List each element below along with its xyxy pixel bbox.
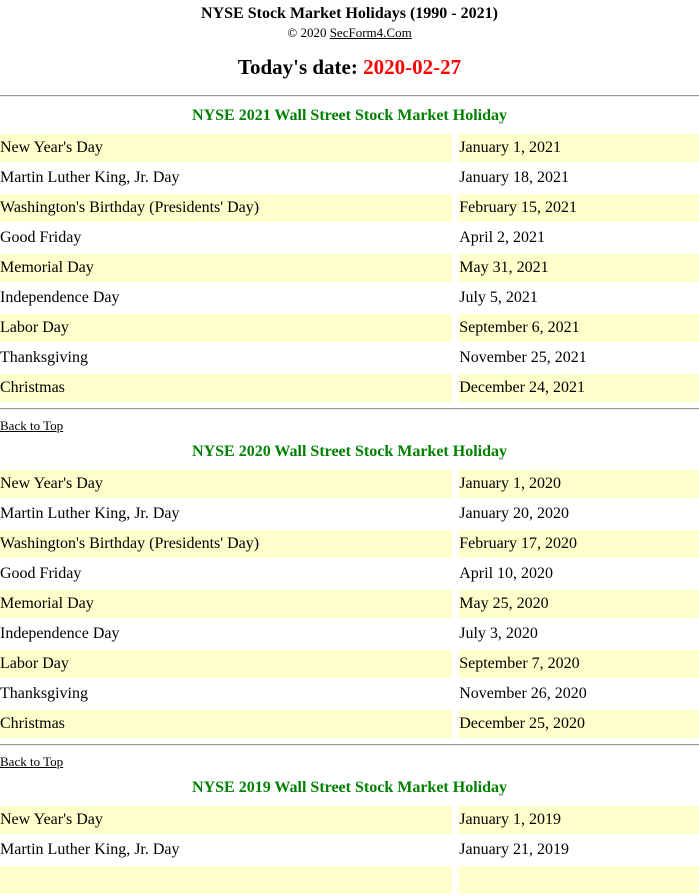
holiday-name-cell: Memorial Day xyxy=(0,590,459,618)
table-row xyxy=(0,344,699,372)
table-row xyxy=(0,620,699,648)
holiday-name-cell: Independence Day xyxy=(0,284,459,312)
holiday-date-cell: November 26, 2020 xyxy=(459,685,587,702)
page-title: NYSE Stock Market Holidays (1990 - 2021) xyxy=(201,5,498,22)
back-to-top-row xyxy=(0,418,699,433)
holiday-section-2021 xyxy=(0,107,699,404)
today-date-value: 2020-02-27 xyxy=(363,55,462,79)
table-row xyxy=(0,836,699,864)
table-row xyxy=(0,254,699,282)
holiday-date-cell: May 31, 2021 xyxy=(459,254,699,282)
holiday-date-cell: April 2, 2021 xyxy=(459,229,546,246)
table-row xyxy=(0,866,699,894)
holiday-date-cell: September 6, 2021 xyxy=(459,314,699,342)
table-row xyxy=(0,194,699,222)
table-heading-2020: NYSE 2020 Wall Street Stock Market Holiday xyxy=(192,443,507,460)
holiday-name-cell: Martin Luther King, Jr. Day xyxy=(0,164,459,192)
holiday-table-2019 xyxy=(0,804,699,896)
holiday-name-cell: New Year's Day xyxy=(0,470,459,498)
holiday-name-cell: Thanksgiving xyxy=(0,680,459,708)
copyright-line xyxy=(0,25,699,40)
holiday-date-cell: January 1, 2020 xyxy=(459,470,699,498)
holiday-table-2021 xyxy=(0,132,699,404)
table-row xyxy=(0,164,699,192)
table-row xyxy=(0,374,699,402)
holiday-table-2020 xyxy=(0,468,699,740)
table-heading-2021: NYSE 2021 Wall Street Stock Market Holiday xyxy=(192,107,507,124)
holiday-date-cell: January 21, 2019 xyxy=(459,841,569,858)
back-to-top-link[interactable]: Back to Top xyxy=(0,754,64,769)
holiday-name-cell: Good Friday xyxy=(0,560,459,588)
holiday-name-cell: Independence Day xyxy=(0,620,459,648)
table-row xyxy=(0,284,699,312)
today-label: Today's date: xyxy=(237,55,364,79)
table-row xyxy=(0,470,699,498)
back-to-top-row xyxy=(0,754,699,769)
holiday-date-cell: January 1, 2019 xyxy=(459,806,699,834)
copyright-prefix: © 2020 xyxy=(287,25,330,40)
table-heading-2019: NYSE 2019 Wall Street Stock Market Holiday xyxy=(192,779,507,796)
holiday-name-cell: Thanksgiving xyxy=(0,344,459,372)
holiday-date-cell: November 25, 2021 xyxy=(459,349,587,366)
holiday-name-cell: New Year's Day xyxy=(0,806,459,834)
divider xyxy=(0,744,699,746)
table-row xyxy=(0,590,699,618)
holiday-date-cell: July 3, 2020 xyxy=(459,625,538,642)
holiday-date-cell: January 1, 2021 xyxy=(459,134,699,162)
holiday-section-2019 xyxy=(0,779,699,896)
secform4-link[interactable]: SecForm4.Com xyxy=(329,25,412,40)
holiday-date-cell: July 5, 2021 xyxy=(459,289,538,306)
holiday-date-cell: February 15, 2021 xyxy=(459,194,699,222)
holiday-date-cell: December 24, 2021 xyxy=(459,374,699,402)
holiday-date-cell: December 25, 2020 xyxy=(459,710,699,738)
table-row xyxy=(0,134,699,162)
holiday-name-cell: Labor Day xyxy=(0,314,459,342)
holiday-name-cell: Martin Luther King, Jr. Day xyxy=(0,500,459,528)
today-date-line xyxy=(0,55,699,79)
holiday-date-cell: September 7, 2020 xyxy=(459,650,699,678)
holiday-name-cell: Christmas xyxy=(0,710,459,738)
table-row xyxy=(0,560,699,588)
holiday-name-cell: Christmas xyxy=(0,374,459,402)
table-row xyxy=(0,500,699,528)
holiday-name-cell: Good Friday xyxy=(0,224,459,252)
back-to-top-link[interactable]: Back to Top xyxy=(0,418,64,433)
holiday-date-cell: February 17, 2020 xyxy=(459,530,699,558)
holiday-date-cell: May 25, 2020 xyxy=(459,590,699,618)
table-row xyxy=(0,680,699,708)
table-row xyxy=(0,530,699,558)
divider xyxy=(0,408,699,410)
table-row xyxy=(0,710,699,738)
holiday-name-cell: New Year's Day xyxy=(0,134,459,162)
holiday-name-cell xyxy=(0,866,459,894)
holiday-date-cell: April 10, 2020 xyxy=(459,565,554,582)
holiday-date-cell: January 20, 2020 xyxy=(459,505,569,522)
table-row xyxy=(0,650,699,678)
divider xyxy=(0,95,699,97)
holiday-name-cell: Washington's Birthday (Presidents' Day) xyxy=(0,530,459,558)
holiday-name-cell: Washington's Birthday (Presidents' Day) xyxy=(0,194,459,222)
holiday-name-cell: Martin Luther King, Jr. Day xyxy=(0,836,459,864)
table-row xyxy=(0,314,699,342)
holiday-name-cell: Labor Day xyxy=(0,650,459,678)
holiday-section-2020 xyxy=(0,443,699,740)
table-row xyxy=(0,806,699,834)
holiday-name-cell: Memorial Day xyxy=(0,254,459,282)
table-row xyxy=(0,224,699,252)
holiday-date-cell: January 18, 2021 xyxy=(459,169,569,186)
holiday-date-cell xyxy=(459,866,699,894)
